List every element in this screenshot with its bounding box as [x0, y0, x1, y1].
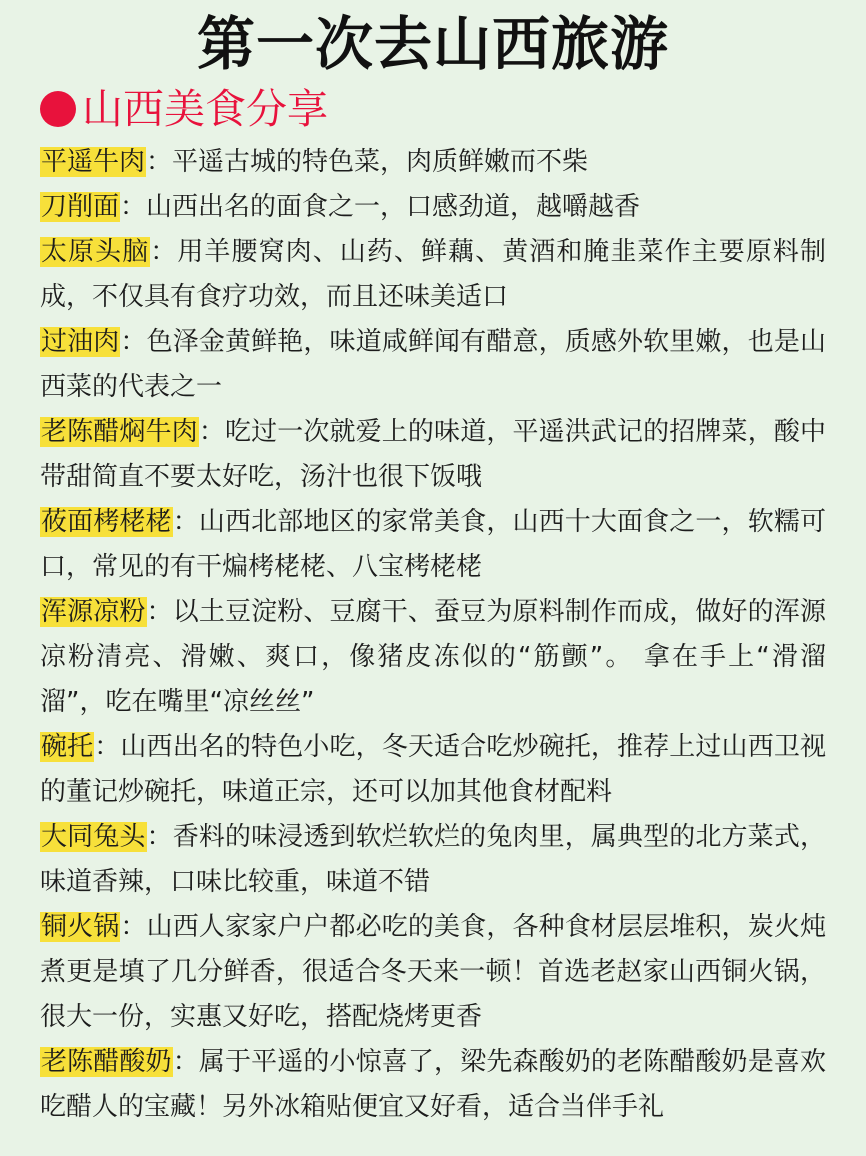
- food-description: 香料的味浸透到软烂软烂的兔肉里，属典型的北方菜式，味道香辣，口味比较重，味道不错: [40, 822, 826, 897]
- food-description: 以土豆淀粉、豆腐干、蚕豆为原料制作而成，做好的浑源凉粉清亮、滑嫩、爽口，像猪皮冻似的“筋颤”。 拿在手上“滑溜溜”，吃在嘴里“凉丝丝”: [40, 597, 826, 717]
- page-title: 第一次去山西旅游: [196, 10, 669, 78]
- food-description: 山西出名的面食之一，口感劲道，越嚼越香: [146, 192, 641, 222]
- food-colon: ：: [120, 327, 147, 357]
- food-colon: ：: [146, 822, 173, 852]
- food-list: [40, 140, 826, 1130]
- food-description: 用羊腰窝肉、山药、鲜藕、黄酒和腌韭菜作主要原料制成，不仅具有食疗功效，而且还味美适口: [40, 237, 826, 312]
- food-item: [40, 230, 826, 320]
- food-item: [40, 140, 826, 185]
- section-header: [40, 80, 826, 138]
- section-title: 山西美食分享: [82, 85, 328, 133]
- food-description: 吃过一次就爱上的味道，平遥洪武记的招牌菜，酸中带甜简直不要太好吃，汤汁也很下饭哦: [40, 417, 826, 492]
- food-description: 色泽金黄鲜艳，味道咸鲜闻有醋意，质感外软里嫩，也是山西菜的代表之一: [40, 327, 826, 402]
- food-item: [40, 500, 826, 590]
- food-colon: ：: [150, 237, 178, 267]
- food-item: [40, 1040, 826, 1130]
- food-colon: ：: [146, 597, 173, 627]
- food-item: [40, 320, 826, 410]
- food-name: 大同兔头: [41, 822, 146, 852]
- food-description: 平遥古城的特色菜，肉质鲜嫩而不柴: [172, 147, 589, 177]
- food-name: 浑源凉粉: [41, 597, 146, 627]
- food-name: 老陈醋焖牛肉: [41, 417, 198, 447]
- food-name: 老陈醋酸奶: [41, 1047, 172, 1077]
- food-description: 山西出名的特色小吃，冬天适合吃炒碗托，推荐上过山西卫视的董记炒碗托，味道正宗，还可以加其他食材配料: [40, 732, 826, 807]
- food-description: 山西人家家户户都必吃的美食，各种食材层层堆积，炭火炖煮更是填了几分鲜香，很适合冬天来一顿！首选老赵家山西铜火锅，很大一份，实惠又好吃，搭配烧烤更香: [40, 912, 826, 1032]
- food-name: 铜火锅: [41, 912, 120, 942]
- food-colon: ：: [172, 1047, 199, 1077]
- food-colon: ：: [94, 732, 121, 762]
- food-colon: ：: [198, 417, 225, 447]
- food-item: [40, 725, 826, 815]
- food-item: [40, 590, 826, 725]
- food-item: [40, 905, 826, 1040]
- food-colon: ：: [120, 192, 147, 222]
- food-colon: ：: [146, 147, 173, 177]
- food-name: 莜面栲栳栳: [41, 507, 172, 537]
- food-name: 平遥牛肉: [41, 147, 146, 177]
- red-dot-icon: [40, 91, 76, 127]
- food-colon: ：: [120, 912, 147, 942]
- food-name: 碗托: [41, 732, 94, 762]
- food-name: 刀削面: [41, 192, 120, 222]
- food-item: [40, 410, 826, 500]
- food-name: 过油肉: [41, 327, 120, 357]
- food-item: [40, 185, 826, 230]
- food-description: 属于平遥的小惊喜了，梁先森酸奶的老陈醋酸奶是喜欢吃醋人的宝藏！另外冰箱贴便宜又好看，适合当伴手礼: [40, 1047, 826, 1122]
- food-description: 山西北部地区的家常美食，山西十大面食之一，软糯可口，常见的有干煸栲栳栳、八宝栲栳栳: [40, 507, 826, 582]
- food-item: [40, 815, 826, 905]
- food-name: 太原头脑: [41, 237, 150, 267]
- food-colon: ：: [172, 507, 199, 537]
